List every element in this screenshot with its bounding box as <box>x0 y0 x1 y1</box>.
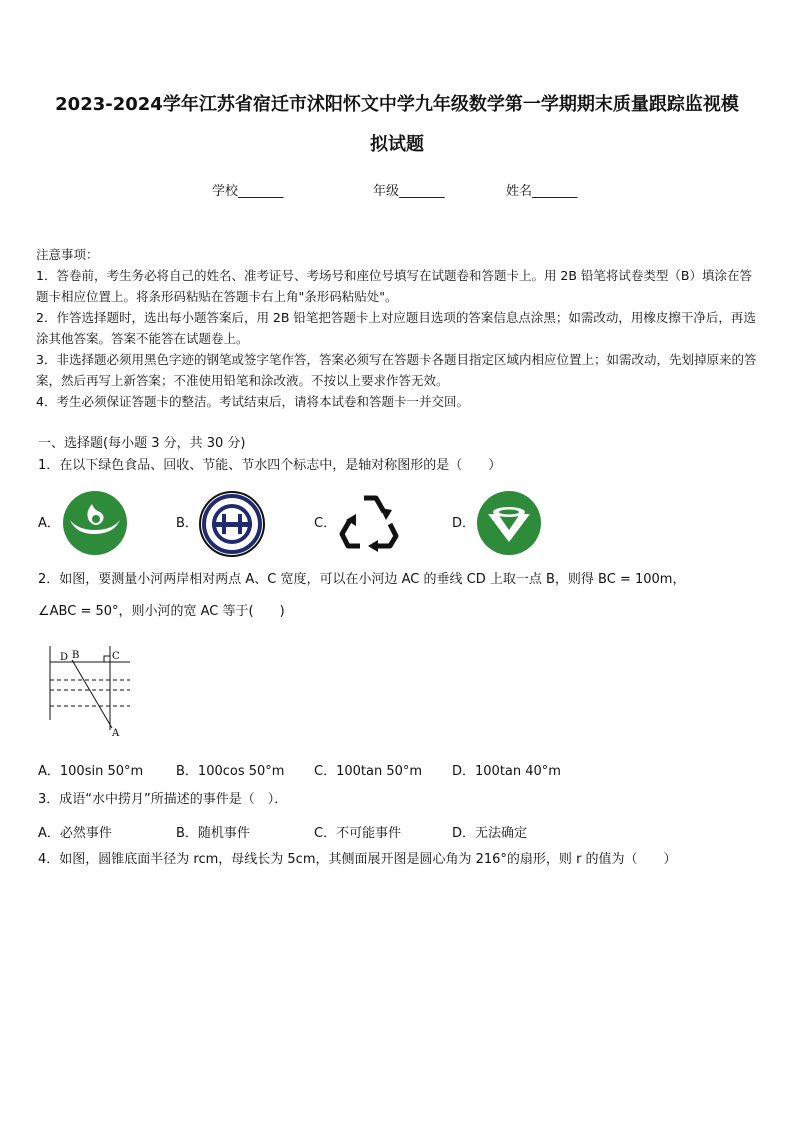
question-2-text <box>38 566 758 626</box>
option-d: D．100tan 40°m <box>452 764 561 779</box>
option-label: B． <box>176 516 198 531</box>
water-saving-logo-icon <box>476 490 542 556</box>
name-field: 姓名_______ <box>506 184 578 199</box>
option-b: B．100cos 50°m <box>176 764 285 779</box>
note-item: 2．作答选择题时，选出每小题答案后，用 2B 铅笔把答题卡上对应题目选项的答案信息点涂黑；如需改动，用橡皮擦干净后，再选涂其他答案。答案不能答在试题卷上。 <box>36 310 756 346</box>
title-line-1: 2023-2024学年江苏省宿迁市沭阳怀文中学九年级数学第一学期期末质量跟踪监视模 <box>55 94 739 115</box>
notes-heading: 注意事项： <box>36 247 99 262</box>
label-c: C <box>112 651 120 662</box>
label-d: D <box>60 652 69 663</box>
question-text: 3．成语“水中捞月”所描述的事件是（ ）． <box>38 792 288 807</box>
question-4-text <box>38 846 758 874</box>
label-a: A <box>112 728 120 738</box>
option-a: A．100sin 50°m <box>38 764 144 779</box>
document-title <box>40 85 754 165</box>
section-heading: 一、选择题(每小题 3 分，共 30 分) <box>38 436 246 451</box>
river-diagram <box>44 640 136 738</box>
question-text: 1．在以下绿色食品、回收、节能、节水四个标志中，是轴对称图形的是（ ） <box>38 458 502 473</box>
title-line-2: 拟试题 <box>370 134 424 155</box>
line-ab <box>72 660 112 728</box>
option-c: C．100tan 50°m <box>314 764 423 779</box>
option-d: D．无法确定 <box>452 826 528 841</box>
option-label: A． <box>38 516 60 531</box>
recycle-emblem-icon <box>198 490 266 558</box>
question-text: ∠ABC = 50°，则小河的宽 AC 等于( ) <box>38 604 285 619</box>
option-b: B．随机事件 <box>176 826 250 841</box>
right-angle-mark <box>104 656 110 662</box>
question-3-text <box>38 786 758 814</box>
grade-field: 年级_______ <box>373 184 445 199</box>
green-food-logo-icon <box>62 490 128 556</box>
recycling-arrows-icon <box>338 490 402 554</box>
note-item: 1．答卷前，考生务必将自己的姓名、准考证号、考场号和座位号填写在试题卷和答题卡上。用 2B 铅笔将试卷类型（B）填涂在答题卡相应位置上。将条形码粘贴在答题卡右上角"条形码粘贴处"。 <box>36 268 753 304</box>
label-b: B <box>72 650 80 661</box>
notes-block <box>36 244 758 412</box>
question-text: 4．如图，圆锥底面半径为 rcm，母线长为 5cm，其侧面展开图是圆心角为 216°的扇形，则 r 的值为（ ） <box>38 852 677 867</box>
question-text: 2．如图，要测量小河两岸相对两点 A、C 宽度，可以在小河边 AC 的垂线 CD 上取一点 B，则得 BC = 100m， <box>38 572 686 587</box>
school-field: 学校_______ <box>212 184 284 199</box>
option-label: D． <box>452 516 476 531</box>
note-item: 4．考生必须保证答题卡的整洁。考试结束后，请将本试卷和答题卡一并交回。 <box>36 394 469 409</box>
option-c: C．不可能事件 <box>314 826 402 841</box>
option-label: C． <box>314 516 337 531</box>
option-a: A．必然事件 <box>38 826 112 841</box>
question-1-text <box>38 452 758 480</box>
note-item: 3．非选择题必须用黑色字迹的钢笔或签字笔作答，答案必须写在答题卡各题目指定区域内相应位置上；如需改动，先划掉原来的答案，然后再写上新答案；不准使用铅笔和涂改液。不按以上要求作答无效。 <box>36 352 757 388</box>
